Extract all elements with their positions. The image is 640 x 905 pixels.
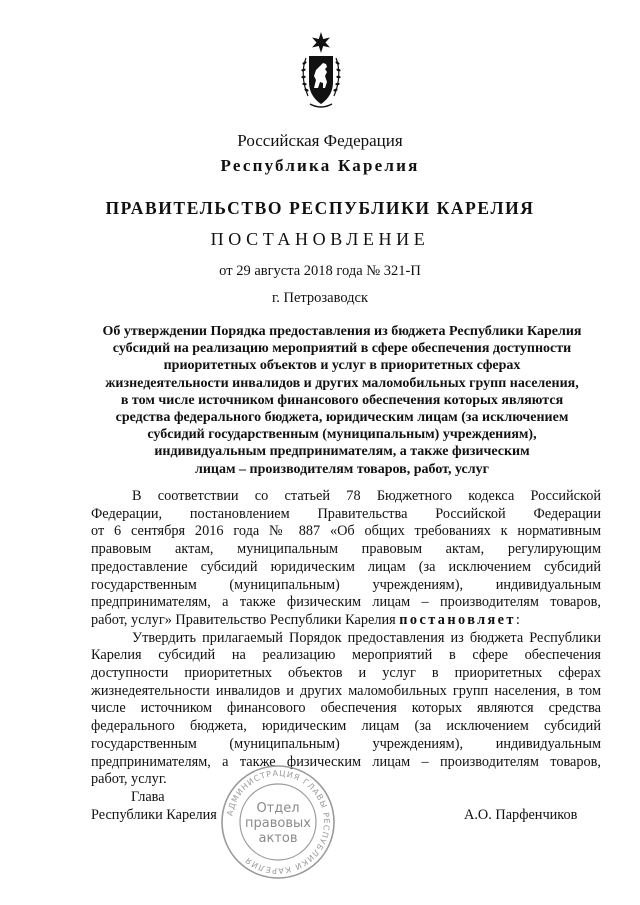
title-line: приоритетных объектов и услуг в приоритетных сферах [163,358,521,374]
title-line: в том числе источником финансового обеспечения которых являются [120,392,564,408]
body-line: федерального бюджета, юридическим лицам (за исключением субсидий [91,718,601,735]
body-line: Федерации, постановлением Правительства Российской Федерации [91,505,601,522]
title-line: лицам – производителям товаров, работ, услуг [195,461,489,477]
title-line: субсидий на реализацию мероприятий в сфере обеспечения доступности [112,341,572,357]
body-line [91,612,601,630]
body-line: жизнедеятельности инвалидов и других маломобильных групп населения, в том [91,682,601,699]
resolution-paragraph [91,630,601,789]
karelia-coat-of-arms-icon [296,30,346,112]
preamble-paragraph [91,488,601,630]
signatory-name: А.О. Парфенчиков [464,807,578,823]
body-line: государственным (муниципальным) учреждениям), индивидуальным [91,735,601,752]
body-line: предоставление субсидий юридическим лицам (за исключением субсидий [91,558,601,575]
document-city: г. Петрозаводск [271,290,369,306]
document-body [91,488,601,789]
body-line: предпринимателям, а также физическим лицам – производителям товаров, [91,594,601,611]
body-line: от 6 сентября 2016 года № 887 «Об общих требованиях к нормативным [91,523,601,540]
body-line: доступности приоритетных объектов и услуг в приоритетных сферах [91,665,601,682]
signatory-subtitle: Республики Карелия [91,807,217,823]
document-date-number: от 29 августа 2018 года № 321-П [219,263,421,279]
document-type: ПОСТАНОВЛЕНИЕ [210,229,430,249]
signatory-title: Глава [131,789,165,805]
stamp-line: Отдел [256,801,300,816]
country-name: Российская Федерация [237,131,403,150]
title-line: Об утверждении Порядка предоставления из бюджета Республики Карелия [102,324,582,339]
body-line: В соответствии со статьей 78 Бюджетного кодекса Российской [132,488,601,504]
body-text: : [515,611,520,628]
body-line: предпринимателям, а также физическим лицам – производителям товаров, [91,753,601,770]
document-title [82,323,602,478]
title-line: жизнедеятельности инвалидов и других маломобильных групп населения, [105,375,579,391]
republic-name: Республика Карелия [220,156,420,175]
decree-keyword: постановляет [399,611,516,628]
body-line: государственным (муниципальным) учреждениям), индивидуальным [91,576,601,593]
stamp-ring-text: АДМИНИСТРАЦИЯ ГЛАВЫ РЕСПУБЛИКИ КАРЕЛИЯ [225,768,332,876]
title-line: средства федерального бюджета, юридическим лицам (за исключением [115,410,569,426]
title-line: индивидуальным предпринимателям, а также физическим [154,444,530,460]
body-line: правовым актам, муниципальным правовым актам, регулирующим [91,541,601,558]
legal-department-stamp [218,762,338,882]
government-title: ПРАВИТЕЛЬСТВО РЕСПУБЛИКИ КАРЕЛИЯ [105,198,535,218]
body-text: работ, услуг» Правительство Республики Карелия [91,611,400,628]
title-line: субсидий государственным (муниципальным) учреждениям), [147,427,537,443]
body-line: Карелия субсидий на реализацию мероприятий в сфере обеспечения [91,647,601,664]
body-line: работ, услуг. [91,771,167,788]
body-line: Утвердить прилагаемый Порядок предоставления из бюджета Республики [132,629,601,646]
stamp-line: актов [258,831,298,846]
stamp-line: правовых [245,816,311,831]
body-line: числе источником финансового обеспечения которых являются средства [91,700,601,717]
